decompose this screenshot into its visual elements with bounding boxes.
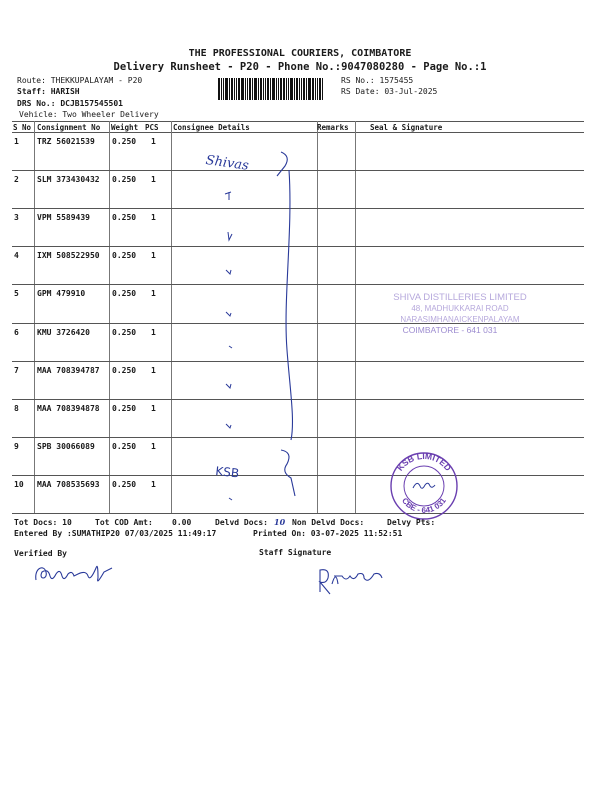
barcode-bar [234, 78, 235, 100]
row-consignment-no: KMU 3726420 [37, 327, 90, 337]
row-consignment-no: GPM 479910 [37, 289, 86, 299]
total-cod-label: Tot COD Amt: [95, 518, 153, 527]
barcode-bar [290, 78, 293, 100]
row-pcs: 1 [151, 479, 156, 489]
verified-by-label: Verified By [14, 549, 67, 558]
barcode-bar [299, 78, 300, 100]
barcode-bar [218, 78, 220, 100]
barcode-bar [245, 78, 246, 100]
row-sno: 10 [14, 479, 24, 489]
barcode-bar [303, 78, 305, 100]
row-weight: 0.250 [112, 213, 137, 223]
barcode-bar [306, 78, 307, 100]
row-weight: 0.250 [112, 251, 137, 261]
drs-number: DRS No.: DCJB157545501 [17, 99, 123, 108]
row-pcs: 1 [151, 365, 156, 375]
svg-text:COIMBATORE - 641 031: COIMBATORE - 641 031 [402, 325, 498, 335]
row-pcs: 1 [151, 251, 156, 261]
row-sno: 9 [14, 441, 19, 451]
row-consignment-no: SPB 30066089 [37, 441, 95, 451]
barcode-bar [315, 78, 316, 100]
svg-text:Shivas: Shivas [204, 152, 250, 174]
row-consignment-no: IXM 508522950 [37, 251, 100, 261]
col-header-pcs: PCS [145, 123, 159, 132]
row-pcs: 1 [151, 327, 156, 337]
barcode-bar [312, 78, 314, 100]
row-weight: 0.250 [112, 137, 137, 146]
col-header-sno: S No [13, 123, 32, 132]
row-consignment-no: MAA 708394878 [37, 403, 100, 413]
row-weight: 0.250 [112, 441, 137, 451]
barcode-bar [263, 78, 264, 100]
barcode-bar [252, 78, 253, 100]
staff-text: Staff: HARISH [17, 87, 80, 96]
row-pcs: 1 [151, 175, 156, 185]
route-text: Route: THEKKUPALAYAM - P20 [17, 76, 143, 85]
barcode-bar [238, 78, 240, 100]
row-weight: 0.250 [112, 175, 137, 185]
row-sno: 6 [14, 327, 19, 337]
row-sno: 7 [14, 365, 19, 375]
row-sno: 3 [14, 213, 19, 223]
barcode-bar [247, 78, 248, 100]
barcode-bar [288, 78, 289, 100]
barcode-bar [308, 78, 311, 100]
non-delivered-docs-label: Non Delvd Docs: [292, 518, 365, 527]
row-consignment-no: MAA 708535693 [37, 479, 100, 489]
barcode-bar [225, 78, 228, 100]
row-pcs: 1 [151, 137, 156, 146]
row-sno: 8 [14, 403, 19, 413]
barcode-bar [280, 78, 282, 100]
row-pcs: 1 [151, 441, 156, 451]
barcode-bar [265, 78, 266, 100]
staff-signature [312, 566, 392, 596]
svg-text:SHIVA DISTILLERIES LIMITED: SHIVA DISTILLERIES LIMITED [393, 292, 527, 303]
barcode-bar [286, 78, 287, 100]
delivered-docs-value: 10 [274, 517, 286, 527]
row-pcs: 1 [151, 289, 156, 299]
delivered-docs-label: Delvd Docs: [215, 518, 268, 527]
total-docs: Tot Docs: 10 [14, 518, 72, 527]
verifier-signature [30, 558, 130, 588]
svg-text:48, MADHUKKARAI ROAD: 48, MADHUKKARAI ROAD [411, 304, 509, 313]
row-pcs: 1 [151, 403, 156, 413]
ksb-round-stamp [385, 450, 465, 520]
rs-number: RS No.: 1575455 [341, 76, 414, 85]
table-top-border [12, 121, 584, 122]
barcode-bar [223, 78, 224, 100]
row-consignment-no: VPM 5589439 [37, 213, 90, 223]
barcode-bar [254, 78, 257, 100]
barcode-bar [249, 78, 251, 100]
row-weight: 0.250 [112, 327, 137, 337]
svg-text:KSB: KSB [214, 464, 240, 481]
table-bottom-border [12, 513, 584, 514]
barcode-bar [322, 78, 323, 100]
barcode-bar [272, 78, 275, 100]
svg-text:CBE - 641 031: CBE - 641 031 [400, 496, 448, 515]
vehicle-text: Vehicle: Two Wheeler Delivery [19, 110, 159, 119]
barcode-bar [270, 78, 271, 100]
col-divider [355, 121, 356, 513]
row-weight: 0.250 [112, 479, 137, 489]
barcode-bar [294, 78, 295, 100]
barcode-bar [276, 78, 277, 100]
row-sno: 2 [14, 175, 19, 185]
row-pcs: 1 [151, 213, 156, 223]
col-divider [171, 121, 172, 513]
row-sno: 5 [14, 289, 19, 299]
col-header-weight: Weight [111, 123, 139, 132]
barcode-bar [258, 78, 259, 100]
row-sno: 1 [14, 137, 19, 146]
col-header-consignment: Consignment No [37, 123, 101, 132]
company-title: THE PROFESSIONAL COURIERS, COIMBATORE [188, 48, 412, 59]
barcode-bar [231, 78, 233, 100]
barcode-bar [267, 78, 269, 100]
handwritten-annotations [195, 140, 315, 500]
row-consignment-no: TRZ 56021539 [37, 137, 95, 146]
svg-text:KSB LIMITED: KSB LIMITED [394, 450, 454, 473]
total-cod-value: 0.00 [172, 518, 192, 527]
barcode-bar [229, 78, 230, 100]
row-sno: 4 [14, 251, 19, 261]
shiva-company-stamp [360, 285, 560, 345]
printed-on: Printed On: 03-07-2025 11:52:51 [253, 529, 403, 538]
barcode-bar [296, 78, 298, 100]
row-weight: 0.250 [112, 365, 137, 375]
barcode [218, 78, 336, 100]
row-weight: 0.250 [112, 403, 137, 413]
col-divider [34, 121, 35, 513]
entered-by: Entered By :SUMATHIP20 07/03/2025 11:49:17 [14, 529, 217, 538]
barcode-bar [221, 78, 222, 100]
barcode-bar [278, 78, 279, 100]
barcode-bar [241, 78, 244, 100]
table-header-border [12, 132, 584, 133]
rs-date: RS Date: 03-Jul-2025 [341, 87, 438, 96]
row-weight: 0.250 [112, 289, 137, 299]
barcode-bar [317, 78, 318, 100]
runsheet-subtitle: Delivery Runsheet - P20 - Phone No.:9047080280 - Page No.:1 [113, 61, 487, 73]
col-divider [317, 121, 318, 513]
col-header-consignee: Consignee Details [173, 123, 250, 132]
barcode-bar [301, 78, 302, 100]
row-consignment-no: SLM 373430432 [37, 175, 100, 185]
col-divider [109, 121, 110, 513]
col-header-remarks: Remarks [317, 123, 349, 132]
delivery-points-label: Delvy Pts: [387, 518, 436, 527]
barcode-bar [283, 78, 285, 100]
barcode-bar [319, 78, 321, 100]
svg-text:NARASIMHANAICKENPALAYAM: NARASIMHANAICKENPALAYAM [400, 315, 520, 324]
barcode-bar [260, 78, 262, 100]
col-header-seal: Seal & Signature [370, 123, 443, 132]
row-consignment-no: MAA 708394787 [37, 365, 100, 375]
staff-signature-label: Staff Signature [259, 548, 332, 557]
barcode-bar [236, 78, 237, 100]
